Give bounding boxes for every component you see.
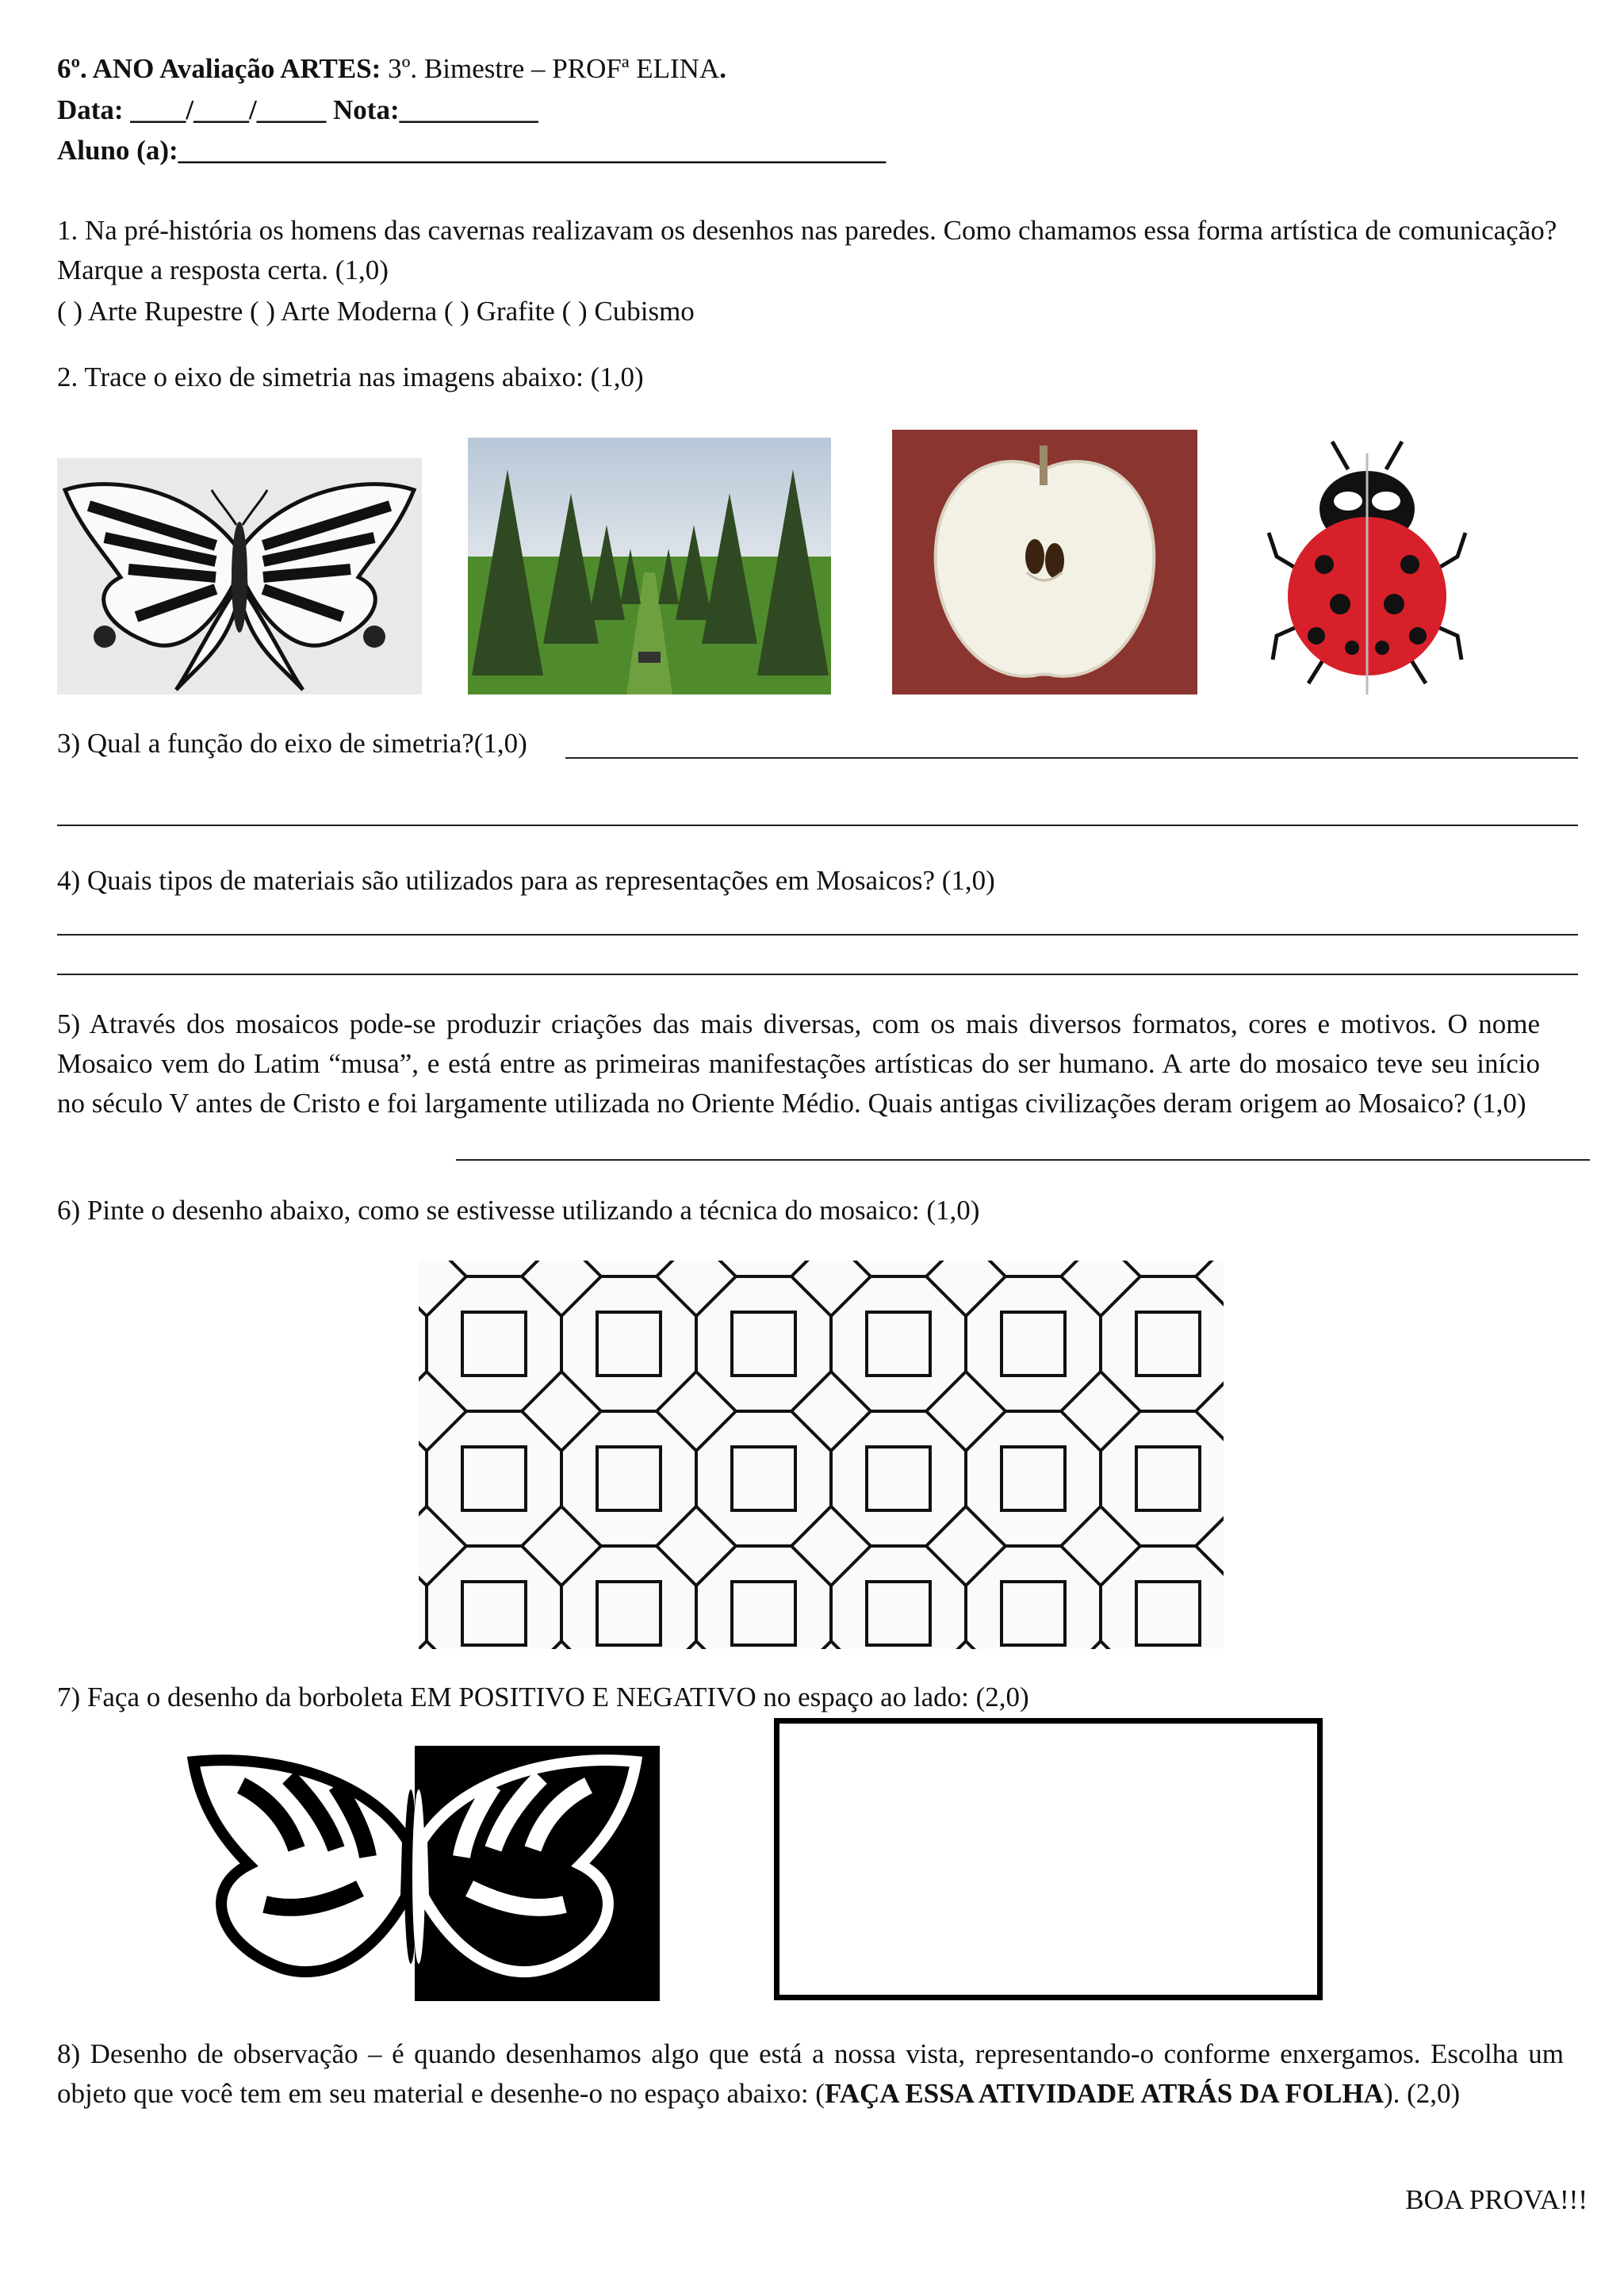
mosaic-octagon[interactable]: [427, 1276, 561, 1411]
mosaic-octagon[interactable]: [696, 1276, 831, 1411]
date-grade-line[interactable]: Data: ____/____/_____ Nota:__________: [57, 94, 538, 125]
student-name-line[interactable]: Aluno (a):___________________________________________________: [57, 135, 887, 166]
answer-line-4a[interactable]: [57, 934, 1578, 936]
mosaic-square[interactable]: [462, 1582, 526, 1645]
mosaic-octagon[interactable]: [561, 1261, 696, 1276]
mosaic-octagon[interactable]: [1101, 1411, 1224, 1546]
answer-line-5[interactable]: [456, 1159, 1590, 1161]
mosaic-square[interactable]: [732, 1582, 795, 1645]
apple-half-drawing: [892, 430, 1197, 695]
mosaic-square[interactable]: [732, 1447, 795, 1510]
mosaic-square[interactable]: [597, 1582, 661, 1645]
mosaic-octagon[interactable]: [831, 1276, 966, 1411]
question-4-text: 4) Quais tipos de materiais são utilizados para as representações em Mosaicos? (1,0): [57, 865, 995, 896]
mosaic-octagon[interactable]: [831, 1261, 966, 1276]
question-1-text: 1. Na pré-história os homens das cavernas realizavam os desenhos nas paredes. Como chamamos essa forma artística de comunicação? Marque a resposta certa. (1,0): [57, 215, 1557, 285]
mosaic-square[interactable]: [597, 1447, 661, 1510]
question-8-instruction: FAÇA ESSA ATIVIDADE ATRÁS DA FOLHA: [824, 2078, 1384, 2109]
mosaic-square[interactable]: [597, 1312, 661, 1376]
mosaic-square[interactable]: [462, 1312, 526, 1376]
topiary-garden-drawing: [468, 438, 831, 695]
mosaic-octagon[interactable]: [427, 1411, 561, 1546]
mosaic-octagon[interactable]: [966, 1261, 1101, 1276]
mosaic-square[interactable]: [867, 1582, 930, 1645]
mosaic-square[interactable]: [1136, 1582, 1200, 1645]
answer-line-4b[interactable]: [57, 974, 1578, 975]
mosaic-octagon[interactable]: [966, 1411, 1101, 1546]
mosaic-octagon[interactable]: [831, 1411, 966, 1546]
mosaic-square[interactable]: [867, 1312, 930, 1376]
answer-line-3b[interactable]: [57, 825, 1578, 826]
mosaic-square[interactable]: [1002, 1312, 1065, 1376]
garden-image: [468, 438, 831, 695]
question-2-text: 2. Trace o eixo de simetria nas imagens abaixo: (1,0): [57, 362, 644, 392]
mosaic-octagon[interactable]: [561, 1411, 696, 1546]
mosaic-square[interactable]: [1002, 1447, 1065, 1510]
ladybug-image: [1261, 438, 1473, 695]
question-7-text: 7) Faça o desenho da borboleta EM POSITIVO E NEGATIVO no espaço ao lado: (2,0): [57, 1682, 1029, 1712]
mosaic-square[interactable]: [462, 1447, 526, 1510]
question-3-text: 3) Qual a função do eixo de simetria?(1,0): [57, 728, 527, 759]
closing-message: BOA PROVA!!!: [1405, 2184, 1588, 2215]
question-5-text: 5) Através dos mosaicos pode-se produzir criações das mais diversas, com os mais diversos formatos, cores e motivos. O nome Mosaico vem do Latim “musa”, e está entre as primeiras manifestações artísticas do ser humano. A arte do mosaico teve seu início no século V antes de Cristo e foi largamente utilizada no Oriente Médio. Quais antigas civilizações deram origem ao Mosaico? (1,0): [57, 1008, 1540, 1119]
mosaic-octagon[interactable]: [427, 1546, 561, 1649]
butterfly-positive-negative-image: [170, 1746, 660, 2001]
exam-header: 6º. ANO Avaliação ARTES: 3º. Bimestre – PROFª ELINA.: [57, 53, 726, 84]
mosaic-octagon[interactable]: [1101, 1546, 1224, 1649]
mosaic-square[interactable]: [867, 1447, 930, 1510]
mosaic-square[interactable]: [732, 1312, 795, 1376]
mosaic-octagon[interactable]: [966, 1276, 1101, 1411]
question-6-text: 6) Pinte o desenho abaixo, como se estivesse utilizando a técnica do mosaico: (1,0): [57, 1195, 980, 1226]
mosaic-octagon[interactable]: [966, 1546, 1101, 1649]
mosaic-octagon[interactable]: [1101, 1276, 1224, 1411]
mosaic-octagon[interactable]: [696, 1411, 831, 1546]
butterfly-image: [57, 458, 422, 695]
mosaic-octagon[interactable]: [427, 1261, 561, 1276]
drawing-answer-box[interactable]: [774, 1718, 1323, 2000]
answer-line-3a[interactable]: [565, 757, 1578, 759]
mosaic-square[interactable]: [1136, 1312, 1200, 1376]
mosaic-octagon[interactable]: [696, 1546, 831, 1649]
mosaic-pattern-image[interactable]: [419, 1261, 1224, 1649]
butterfly-bw-drawing: [170, 1746, 660, 2001]
butterfly-drawing: [57, 458, 422, 695]
mosaic-octagon[interactable]: [831, 1546, 966, 1649]
question-1-options[interactable]: ( ) Arte Rupestre ( ) Arte Moderna ( ) Grafite ( ) Cubismo: [57, 296, 695, 327]
mosaic-square[interactable]: [1136, 1447, 1200, 1510]
exam-title: 6º. ANO Avaliação ARTES:: [57, 53, 381, 84]
apple-image: [892, 430, 1197, 695]
question-8-text: 8) Desenho de observação – é quando desenhamos algo que está a nossa vista, representando-o conforme enxergamos. Escolha um objeto que você tem em seu material e desenhe-o no espaço abaixo: (FAÇA ESSA ATIVIDADE ATRÁS DA FOLHA). (2,0): [57, 2038, 1564, 2109]
mosaic-octagon[interactable]: [1101, 1261, 1224, 1276]
mosaic-octagon[interactable]: [561, 1546, 696, 1649]
mosaic-octagon[interactable]: [419, 1261, 427, 1276]
mosaic-square[interactable]: [1002, 1582, 1065, 1645]
ladybug-drawing: [1261, 438, 1473, 695]
mosaic-octagon[interactable]: [561, 1276, 696, 1411]
mosaic-octagon[interactable]: [696, 1261, 831, 1276]
exam-subtitle: 3º. Bimestre – PROFª ELINA: [381, 53, 720, 84]
octagon-mosaic-drawing: [419, 1261, 1224, 1649]
